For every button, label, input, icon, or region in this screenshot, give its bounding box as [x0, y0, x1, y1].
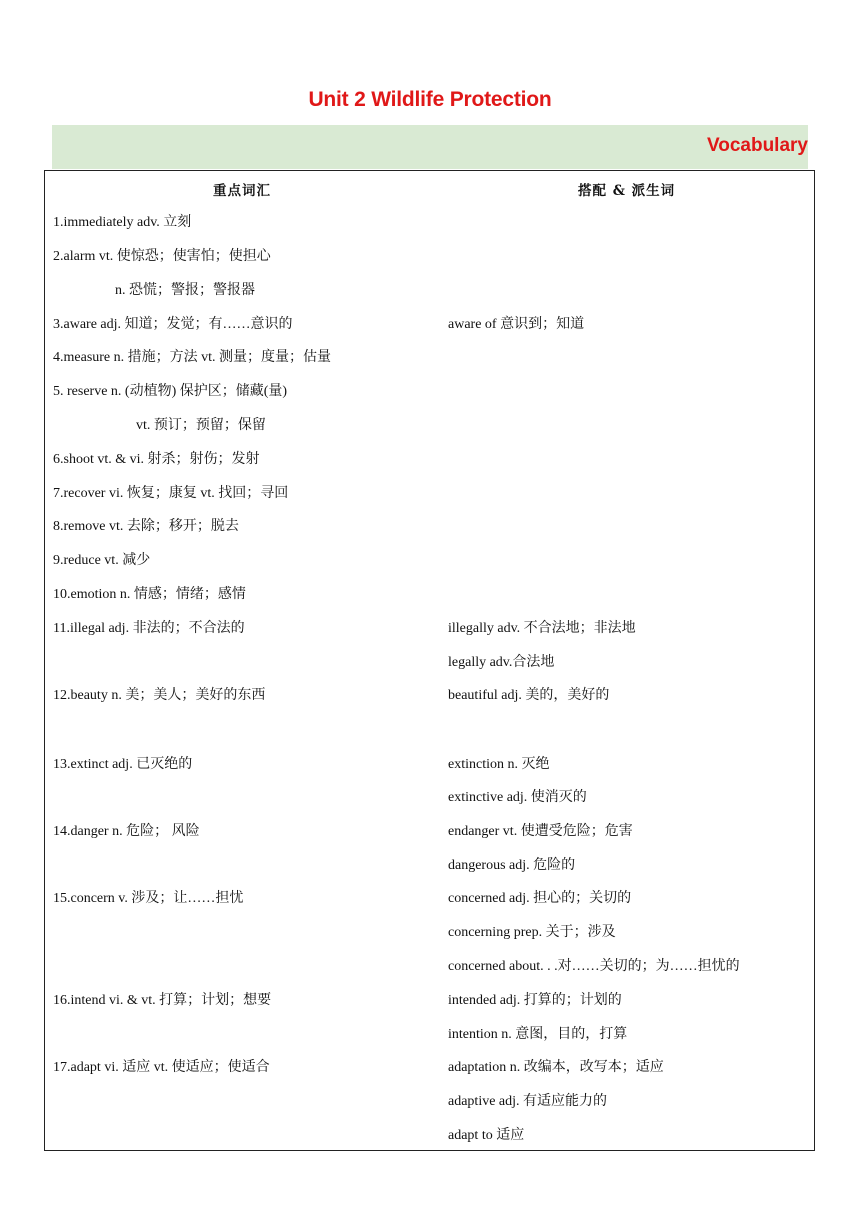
- section-header-band: [52, 125, 808, 169]
- derivative-entry: intention n. 意图，目的，打算: [448, 1027, 628, 1042]
- vocab-entry: 10.emotion n. 情感；情绪；感情: [53, 587, 246, 602]
- vocab-entry: 3.aware adj. 知道；发觉；有……意识的: [53, 317, 293, 332]
- vocab-entry: 12.beauty n. 美；美人；美好的东西: [53, 688, 266, 703]
- derivative-entry: legally adv.合法地: [448, 655, 555, 670]
- vocab-entry-sub: n. 恐慌；警报；警报器: [115, 283, 255, 298]
- vocab-entry: 11.illegal adj. 非法的；不合法的: [53, 621, 245, 636]
- vocabulary-table: [44, 170, 815, 1151]
- column-header-collocations: 搭配 & 派生词: [578, 183, 676, 199]
- derivative-entry: adapt to 适应: [448, 1128, 525, 1143]
- page-title: Unit 2 Wildlife Protection: [308, 88, 552, 111]
- vocab-entry: 7.recover vi. 恢复；康复 vt. 找回；寻回: [53, 486, 289, 501]
- derivative-entry: extinction n. 灭绝: [448, 757, 550, 772]
- vocab-entry: 16.intend vi. & vt. 打算；计划；想要: [53, 993, 272, 1008]
- vocab-entry: 17.adapt vi. 适应 vt. 使适应；使适合: [53, 1060, 270, 1075]
- vocab-entry: 5. reserve n. (动植物) 保护区；储藏(量): [53, 384, 288, 399]
- vocab-entry: 9.reduce vt. 减少: [53, 553, 151, 568]
- derivative-entry: illegally adv. 不合法地；非法地: [448, 621, 636, 636]
- derivative-entry: aware of 意识到；知道: [448, 317, 585, 332]
- vocab-entry: 6.shoot vt. & vi. 射杀；射伤；发射: [53, 452, 260, 467]
- vocab-entry-sub: vt. 预订；预留；保留: [136, 418, 266, 433]
- derivative-entry: adaptation n. 改编本，改写本；适应: [448, 1060, 664, 1075]
- derivative-entry: endanger vt. 使遭受危险；危害: [448, 824, 633, 839]
- derivative-entry: intended adj. 打算的；计划的: [448, 993, 622, 1008]
- section-label: Vocabulary: [706, 135, 808, 156]
- derivative-entry: extinctive adj. 使消灭的: [448, 790, 587, 805]
- vocab-entry: 1.immediately adv. 立刻: [53, 215, 192, 230]
- derivative-entry: adaptive adj. 有适应能力的: [448, 1094, 608, 1109]
- vocab-entry: 14.danger n. 危险； 风险: [53, 824, 200, 839]
- column-header-key-words: 重点词汇: [213, 183, 271, 199]
- derivative-entry: concerning prep. 关于；涉及: [448, 925, 616, 940]
- vocab-entry: 15.concern v. 涉及；让……担忧: [53, 891, 244, 906]
- derivative-entry: dangerous adj. 危险的: [448, 858, 576, 873]
- vocab-entry: 4.measure n. 措施；方法 vt. 测量；度量；估量: [53, 350, 332, 365]
- vocab-entry: 13.extinct adj. 已灭绝的: [53, 757, 193, 772]
- derivative-entry: concerned adj. 担心的；关切的: [448, 891, 632, 906]
- derivative-entry: beautiful adj. 美的，美好的: [448, 688, 610, 703]
- derivative-entry: concerned about. . .对……关切的；为……担忧的: [448, 959, 740, 974]
- vocab-entry: 8.remove vt. 去除；移开；脱去: [53, 519, 239, 534]
- vocab-entry: 2.alarm vt. 使惊恐；使害怕；使担心: [53, 249, 271, 264]
